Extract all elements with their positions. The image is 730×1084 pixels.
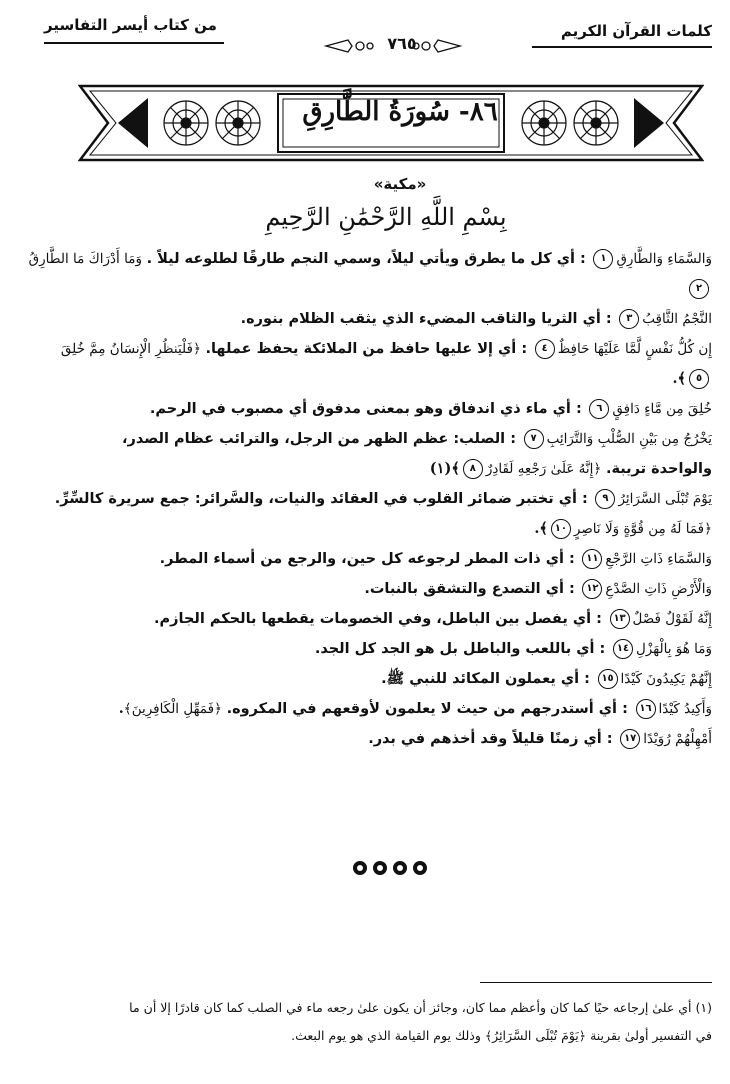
verse-number: ١ [593, 249, 613, 269]
verse-number: ١٥ [598, 669, 618, 689]
tafsir-line [22, 454, 712, 484]
quran-phrase: وَالسَّمَاءِ ذَاتِ الرَّجْعِ [605, 551, 712, 567]
verse-number: ٥ [689, 369, 709, 389]
quran-phrase: وَأَكِيدُ كَيْدًا [658, 701, 712, 717]
footnote-rule [480, 982, 712, 983]
explanation: : أي يعملون المكائد للنبي ﷺ. [381, 671, 590, 687]
tafsir-line [22, 274, 712, 304]
quran-phrase: وَالسَّمَاءِ وَالطَّارِقِ [616, 251, 712, 267]
tafsir-line [22, 394, 712, 424]
verse-number: ١٣ [610, 609, 630, 629]
explanation: : أي إلا عليها حافظ من الملائكة يحفظ عملها. [205, 341, 528, 357]
tafsir-line [22, 304, 712, 334]
basmala: بِسْمِ اللَّهِ الرَّحْمَٰنِ الرَّحِيمِ [265, 203, 507, 231]
quran-phrase: وَمَا هُوَ بِالْهَزْلِ [635, 641, 712, 657]
verse-number: ١٦ [636, 699, 656, 719]
tafsir-line [22, 244, 712, 274]
tafsir-line [22, 424, 712, 454]
explanation: : أي أستدرجهم من حيث لا يعلمون لأوقعهم في المكروه. [226, 701, 628, 717]
explanation: : أي يفصل بين الباطل، وفي الخصومات يقطعها بالحكم الجازم. [154, 611, 602, 627]
tafsir-line [22, 634, 712, 664]
source-title-header: من كتاب أيسر التفاسير [44, 16, 217, 34]
explanation: : أي كل ما يطرق ويأتي ليلاً، وسمي النجم طارقًا لطلوعه ليلاً . [146, 251, 586, 267]
verse-number: ١٠ [551, 519, 571, 539]
section-divider-ornament [350, 858, 430, 878]
bracket-tail: ﴾. [534, 520, 548, 537]
explanation: : أي زمنًا قليلاً وقد أخذهم في بدر. [368, 731, 613, 747]
bracket-tail: ﴾. [672, 370, 686, 387]
book-title-header: كلمات القرآن الكريم [560, 22, 712, 40]
footnote-line: في التفسير أولىٰ بقرينة ﴿يَوْمَ تُبْلَى السَّرَائِرُ﴾ وذلك يوم القيامة الذي هو يوم البعث. [291, 1028, 712, 1043]
quran-phrase: يَخْرُجُ مِن بَيْنِ الصُّلْبِ وَالتَّرَائِبِ [546, 431, 712, 447]
tafsir-line [22, 604, 712, 634]
explanation: : أي باللعب والباطل بل هو الجد كل الجد. [314, 641, 606, 657]
verse-number: ٩ [595, 489, 615, 509]
explanation: : أي ماء ذي اندفاق وهو بمعنى مدفوق أي مصبوب في الرحم. [149, 401, 582, 417]
tafsir-line [22, 334, 712, 364]
verse-number: ٦ [589, 399, 609, 419]
explanation: : أي الثريا والثاقب المضيء الذي يثقب الظلام بنوره. [240, 311, 612, 327]
bracket-tail: ﴾(١) [429, 460, 460, 477]
tafsir-line [22, 724, 712, 754]
tafsir-line [22, 694, 712, 724]
tafsir-line [22, 484, 712, 514]
quran-phrase: إِنَّهُ لَقَوْلٌ فَصْلٌ [632, 611, 712, 627]
quran-phrase: إِن كُلُّ نَفْسٍ لَّمَّا عَلَيْهَا حَافِظٌ [557, 341, 712, 357]
footnote-line: (١) أي علىٰ إرجاعه حيًا كما كان وأعظم مما كان، وجائز أن يكون علىٰ رجعه ماء في الصلب كما كان قادرًا إلا أن ما [129, 1000, 712, 1015]
quran-phrase: يَوْمَ تُبْلَى السَّرَائِرُ [618, 491, 712, 507]
tafsir-line [22, 664, 712, 694]
tafsir-line [22, 514, 712, 544]
explanation: : أي ذات المطر لرجوعه كل حين، والرجع من أسماء المطر. [159, 551, 575, 567]
header-rule-left [44, 42, 224, 44]
bracket-tail: . [118, 700, 124, 717]
surah-title: ٨٦- سُورَةُ الطَّارِقِ [302, 97, 498, 127]
verse-number: ٢ [689, 279, 709, 299]
footnote [22, 994, 712, 1050]
tafsir-line [22, 574, 712, 604]
page-number: ٧٦٥ [387, 34, 417, 53]
quran-phrase: أَمْهِلْهُمْ رُوَيْدًا [643, 731, 712, 747]
tafsir-line [22, 544, 712, 574]
verse-number: ٤ [535, 339, 555, 359]
verse-number: ١٢ [582, 579, 602, 599]
explanation: : الصلب: عظم الظهر من الرجل، والترائب عظام الصدر، [121, 431, 516, 447]
explanation: : أي تختبر ضمائر القلوب في العقائد والنيات، والسَّرائر: جمع سريرة كالسِّرِّ. [54, 491, 588, 507]
quran-phrase: وَمَا أَدْرَاكَ مَا الطَّارِقُ [28, 251, 142, 267]
quran-phrase: النَّجْمُ الثَّاقِبُ [642, 311, 712, 327]
quran-phrase: ﴿فَمَا لَهُ مِن قُوَّةٍ وَلَا نَاصِرٍ [573, 521, 712, 537]
explanation: والواحدة تريبة. [605, 461, 712, 477]
quran-phrase: ﴿إِنَّهُ عَلَىٰ رَجْعِهِ لَقَادِرٌ [485, 461, 602, 477]
quran-phrase: وَالْأَرْضِ ذَاتِ الصَّدْعِ [605, 581, 712, 597]
verse-number: ١٤ [613, 639, 633, 659]
quran-phrase: ﴿فَمَهِّلِ الْكَافِرِينَ﴾ [123, 701, 222, 717]
verse-number: ٨ [463, 459, 483, 479]
quran-phrase: ﴿فَلْيَنظُرِ الْإِنسَانُ مِمَّ خُلِقَ [60, 341, 201, 357]
quran-phrase: خُلِقَ مِن مَّاءٍ دَافِقٍ [612, 401, 712, 417]
verse-number: ١١ [582, 549, 602, 569]
quran-phrase: إِنَّهُمْ يَكِيدُونَ كَيْدًا [620, 671, 712, 687]
surah-type: «مكية» [373, 175, 427, 193]
verse-number: ١٧ [620, 729, 640, 749]
header-rule-right [532, 46, 712, 48]
explanation: : أي التصدع والتشقق بالنبات. [364, 581, 575, 597]
verse-number: ٣ [619, 309, 639, 329]
tafsir-line [22, 364, 712, 394]
tafsir-body [22, 244, 712, 754]
verse-number: ٧ [524, 429, 544, 449]
